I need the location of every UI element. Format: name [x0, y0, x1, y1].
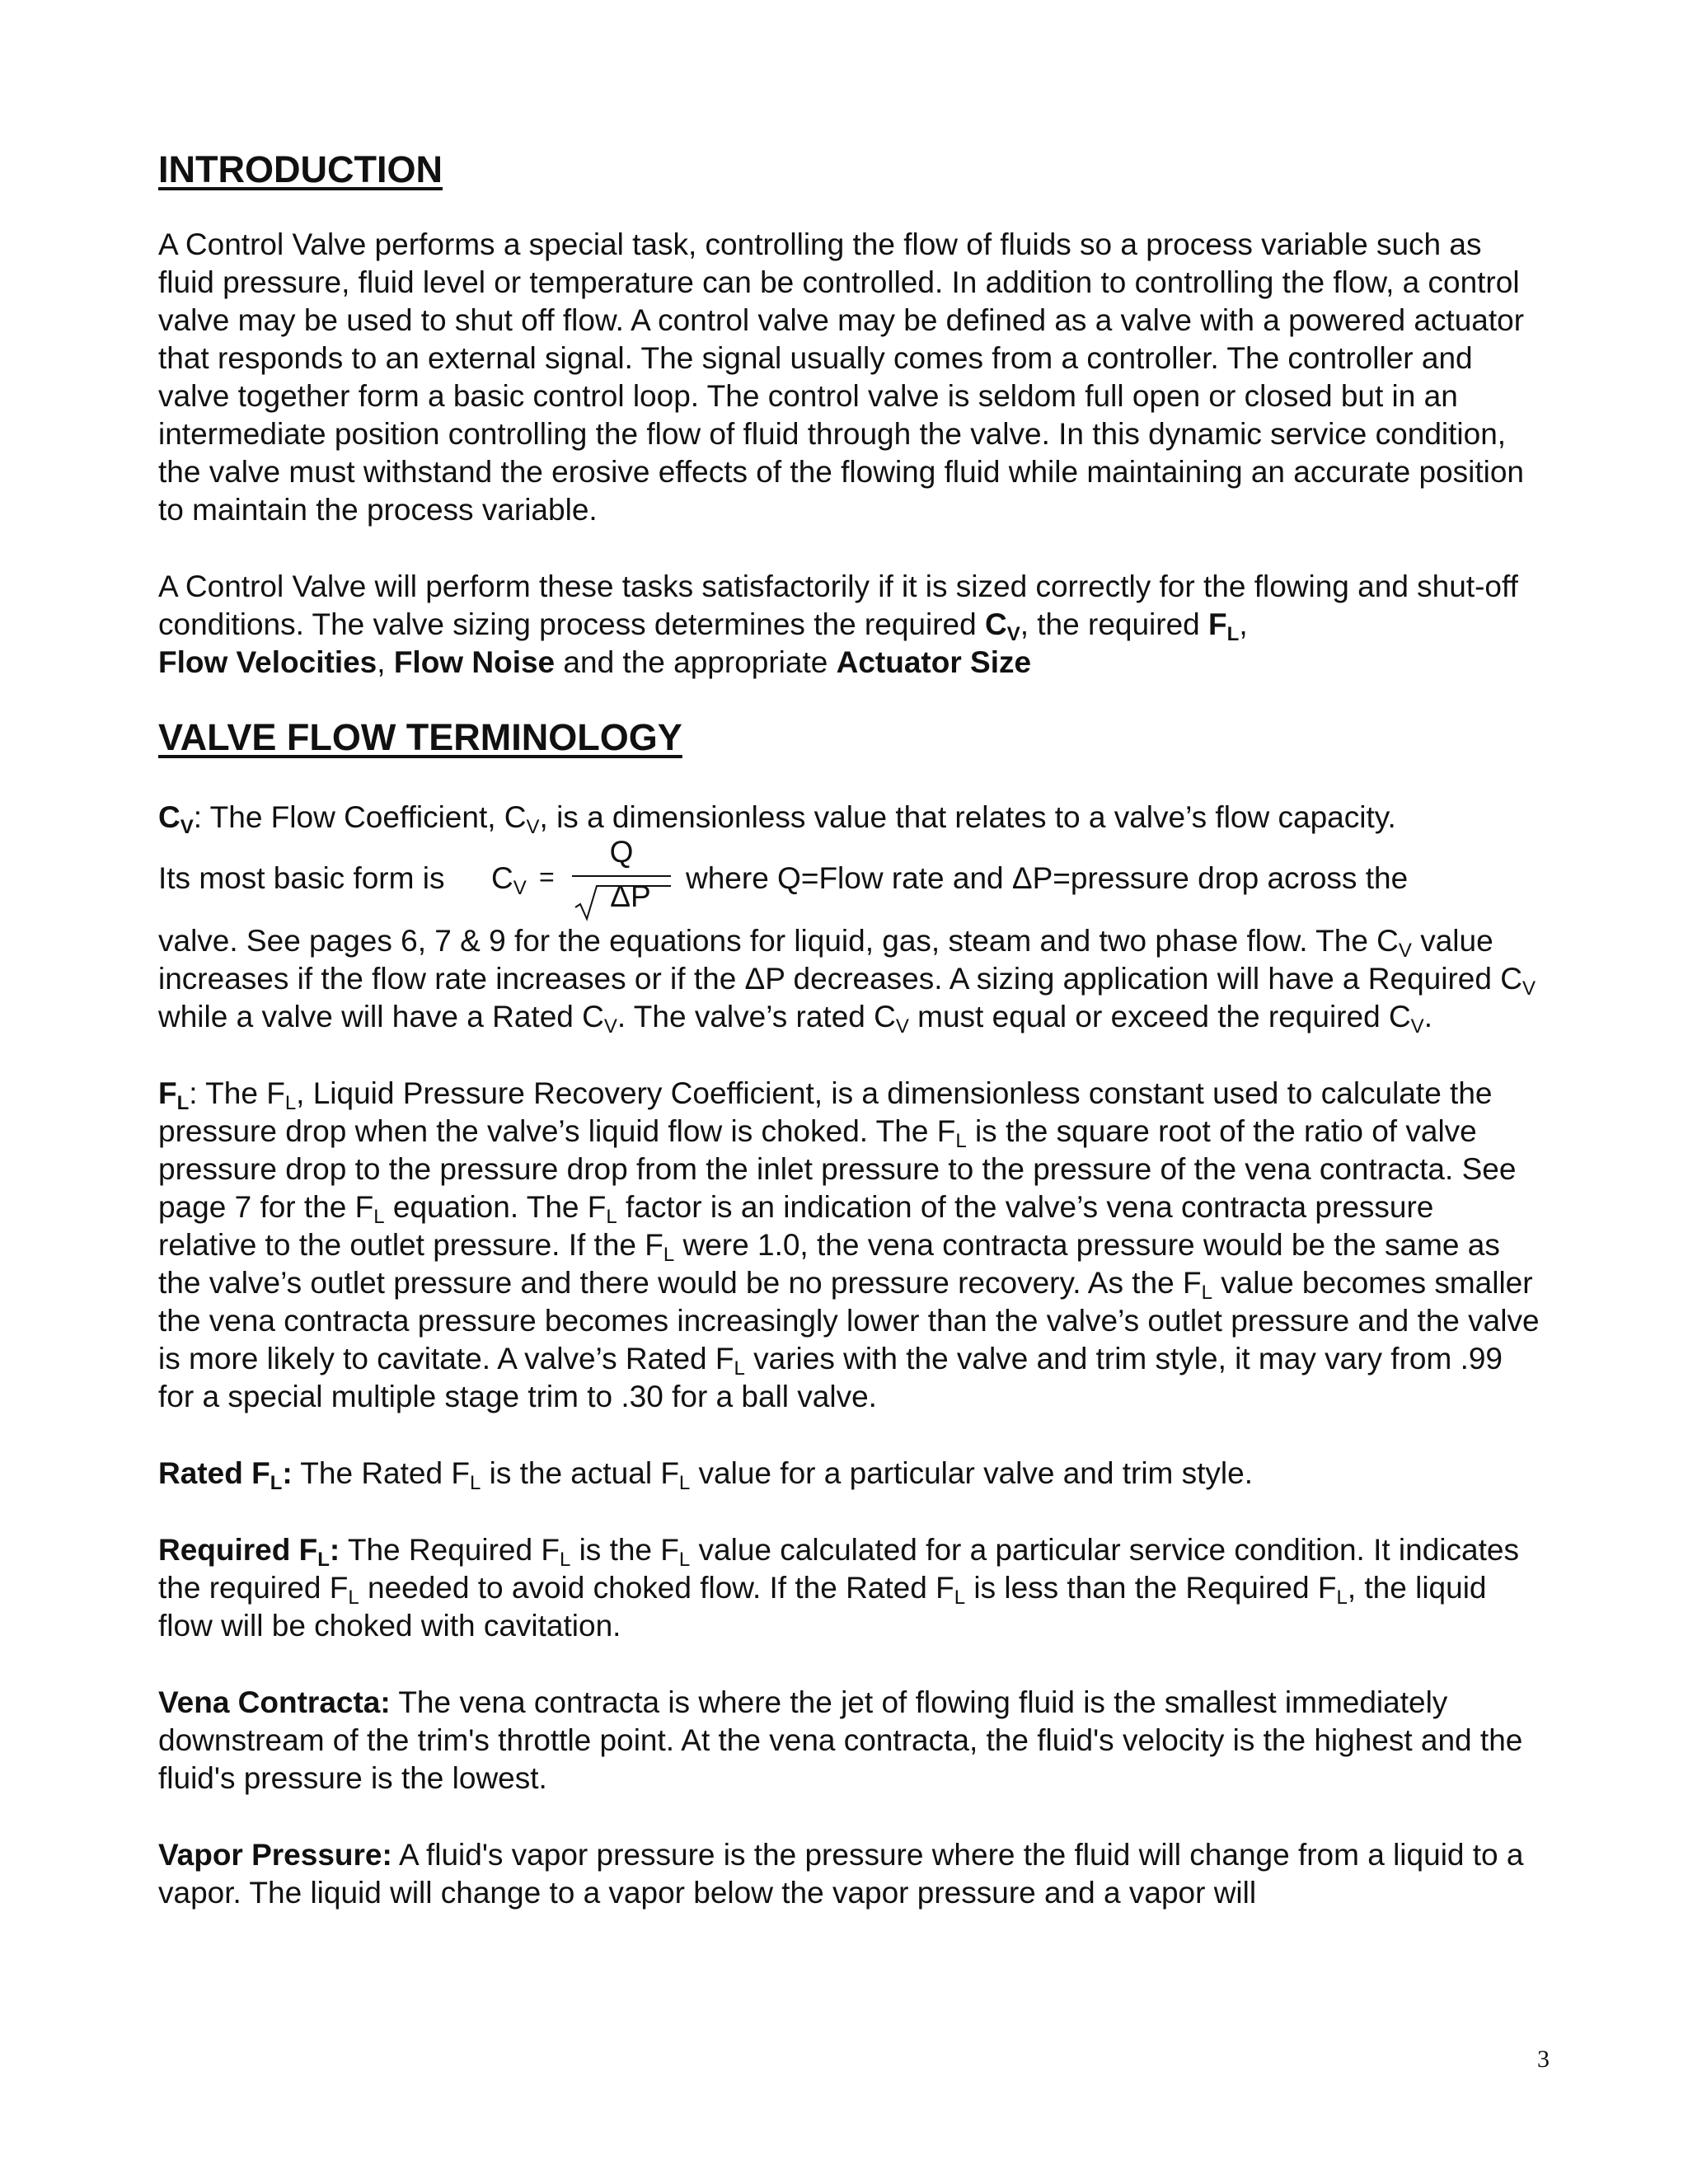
cv-term-inline: $C_V$: [984, 607, 1020, 645]
document-page: [158, 147, 1540, 1912]
terminology-heading: VALVE FLOW TERMINOLOGY: [158, 716, 682, 758]
rated-fl-term: Rated $F_L$:: [158, 1456, 293, 1494]
flow-velocities-term: Flow Velocities: [158, 645, 377, 679]
formula-equals: =: [539, 862, 555, 892]
vapor-pressure-definition: Vapor Pressure: A fluid's vapor pressure is the pressure where the fluid will change from a liquid to a vapor. The liquid will change to a vapor below the vapor pressure and a vapor will: [158, 1838, 1524, 1910]
fl-term: $F_L$: [158, 1076, 190, 1114]
fl-term-inline: $F_L$: [1208, 607, 1240, 645]
intro-paragraph-1: A Control Valve performs a special task, controlling the flow of fluids so a process variable such as fluid pressure, fluid level or temperature can be controlled. In addition to controlling the flow, a control valve may be used to shut off flow. A control valve may be defined as a valve with a powered actuator that responds to an external signal. The signal usually comes from a controller. The controller and valve together form a basic control loop. The control valve is seldom full open or closed but in an intermediate position controlling the flow of fluid through the valve. In this dynamic service condition, the valve must withstand the erosive effects of the flowing fluid while maintaining an accurate position to maintain the process variable.: [158, 227, 1525, 527]
required-fl-term: Required $F_L$:: [158, 1533, 340, 1571]
cv-formula-line: Its most basic form is $C_V$ = Q ΔP where Q=Flow rate and ΔP=pressure drop across the: [158, 837, 1540, 922]
cv-definition-rest: valve. See pages 6, 7 & 9 for the equations for liquid, gas, steam and two phase flow. The $C_V$ value increases if the flow rate increases or if the ΔP decreases. A sizing application will have a Required $C_V$ while a valve will have a Rated $C_V$. The valve’s rated $C_V$ must equal or exceed the required $C_V$.: [158, 924, 1536, 1038]
page-number: 3: [1537, 2046, 1550, 2073]
cv-term: $C_V$: [158, 800, 194, 838]
formula-numerator: Q: [609, 835, 634, 869]
fl-definition: $F_L$: The $F_L$, Liquid Pressure Recovery Coefficient, is a dimensionless constant used to calculate the pressure drop when the valve’s liquid flow is choked. The $F_L$ is the square root of the ratio of valve pressure drop to the pressure drop from the inlet pressure to the pressure of the vena contracta. See page 7 for the $F_L$ equation. The $F_L$ factor is an indication of the valve’s vena contracta pressure relative to the outlet pressure. If the $F_L$ were 1.0, the vena contracta pressure would be the same as the valve’s outlet pressure and there would be no pressure recovery. As the $F_L$ value becomes smaller the vena contracta pressure becomes increasingly lower than the valve’s outlet pressure and the valve is more likely to cavitate. A valve’s Rated $F_L$ varies with the valve and trim style, it may vary from .99 for a special multiple stage trim to .30 for a ball valve.: [158, 1076, 1540, 1413]
intro-paragraph-2: A Control Valve will perform these tasks satisfactorily if it is sized correctly for the flowing and shut-off conditions. The valve sizing process determines the required $C_V$, the required $F_L$, Flow Velocities, Flow Noise and the appropriate Actuator Size: [158, 569, 1518, 679]
vena-contracta-definition: Vena Contracta: The vena contracta is where the jet of flowing fluid is the smallest immediately downstream of the trim's throttle point. At the vena contracta, the fluid's velocity is the highest and the fluid's pressure is the lowest.: [158, 1685, 1523, 1795]
cv-definition: [158, 799, 1540, 1036]
flow-noise-term: Flow Noise: [393, 645, 556, 679]
actuator-size-term: Actuator Size: [836, 645, 1032, 679]
formula-denominator: ΔP: [610, 879, 651, 913]
introduction-heading: INTRODUCTION: [158, 148, 443, 190]
rated-fl-definition: Rated $F_L$: The Rated $F_L$ is the actual $F_L$ value for a particular valve and trim style.: [158, 1456, 1254, 1494]
formula-cv-symbol: $C_V$: [491, 861, 527, 899]
fraction-bar: [572, 875, 671, 877]
vapor-pressure-term: Vapor Pressure:: [158, 1838, 392, 1872]
required-fl-definition: Required $F_L$: The Required $F_L$ is the $F_L$ value calculated for a particular service condition. It indicates the required $F_L$ needed to avoid choked flow. If the Rated $F_L$ is less than the Required $F_L$, the liquid flow will be choked with cavitation.: [158, 1533, 1519, 1643]
vena-contracta-term: Vena Contracta:: [158, 1685, 391, 1719]
cv-definition-line-1: $C_V$: The Flow Coefficient, $C_V$, is a dimensionless value that relates to a valve’s flow capacity.: [158, 800, 1396, 838]
